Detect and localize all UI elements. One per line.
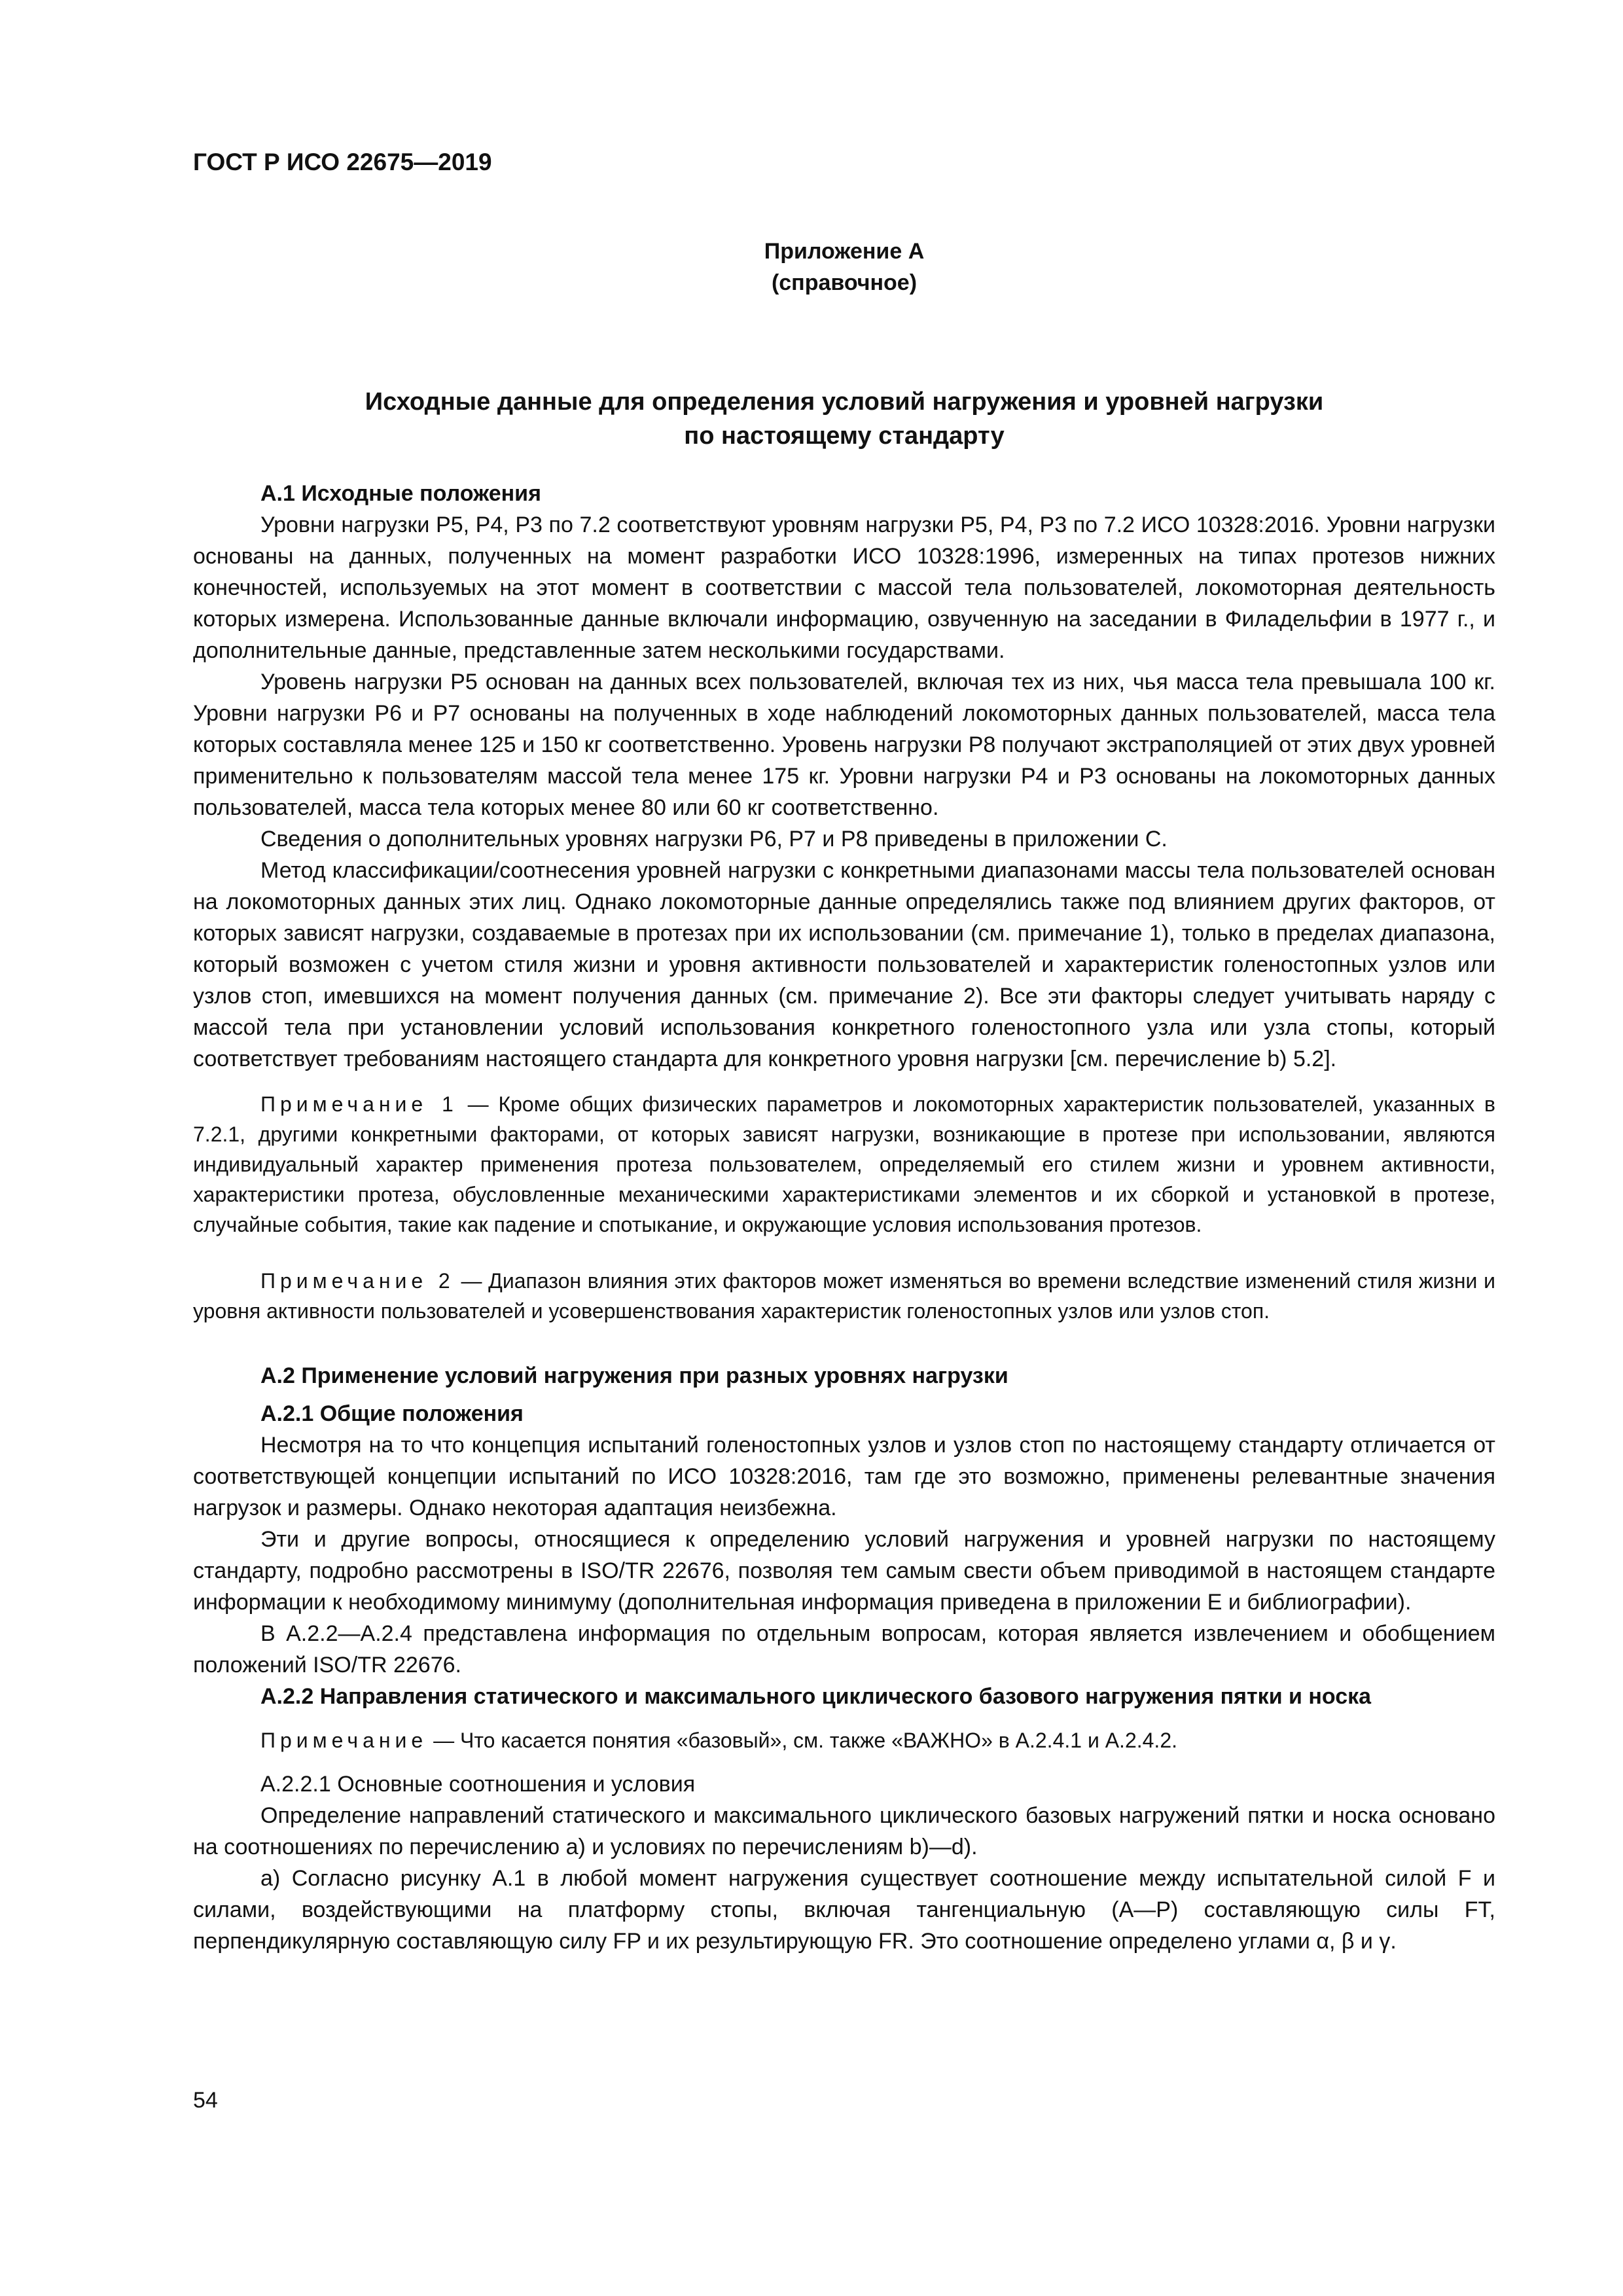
annex-type: (справочное)	[771, 270, 918, 295]
section-a2-heading: А.2 Применение условий нагружения при разных уровнях нагрузки	[260, 1363, 1008, 1388]
paragraph: Уровень нагрузки P5 основан на данных всех пользователей, включая тех из них, чья масса тела превышала 100 кг. Уровни нагрузки P6 и P7 основаны на полученных в ходе наблюдений локомоторных данных пользователей, масса тела которых составляла менее 125 и 150 кг соответственно. Уровень нагрузки P8 получают экстраполяцией от этих двух уровней применительно к пользователям массой тела менее 175 кг. Уровни нагрузки P4 и P3 основаны на локомоторных данных пользователей, масса тела которых менее 80 или 60 кг соответственно.	[193, 670, 1495, 820]
section-a21-heading: А.2.1 Общие положения	[260, 1401, 524, 1426]
annex-title-line-1: Исходные данные для определения условий нагружения и уровней нагрузки	[365, 388, 1324, 416]
paragraph: В А.2.2—А.2.4 представлена информация по отдельным вопросам, которая является извлечением и обобщением положений ISO/TR 22676.	[193, 1621, 1495, 1677]
annex-title	[193, 385, 1495, 453]
paragraph: Определение направлений статического и максимального циклического базовых нагружений пятки и носка основано на соотношениях по перечислению а) и условиях по перечислениям b)—d).	[193, 1803, 1495, 1859]
document-page	[193, 145, 1495, 1957]
note-label: Примечание 2	[260, 1269, 455, 1293]
note-label: Примечание 1	[260, 1092, 458, 1116]
document-id: ГОСТ Р ИСО 22675—2019	[193, 149, 492, 175]
note-1	[193, 1089, 1495, 1240]
note-text: — Кроме общих физических параметров и локомоторных характеристик пользователей, указанных в 7.2.1, другими конкретными факторами, от которых зависят нагрузки, возникающие в протезе при использовании, являются индивидуальный характер применения протеза пользователем, определяемый его стилем жизни и уровнем активности, характеристики протеза, обусловленные механическими характеристиками элементов и их сборкой и установкой в протезе, случайные события, такие как падение и спотыкание, и окружающие условия использования протезов.	[193, 1092, 1496, 1236]
note-label: Примечание	[260, 1729, 428, 1752]
paragraph: Несмотря на то что концепция испытаний голеностопных узлов и узлов стоп по настоящему стандарту отличается от соответствующей концепции испытаний по ИСО 10328:2016, там где это возможно, применены релевантные значения нагрузок и размеры. Однако некоторая адаптация неизбежна.	[193, 1433, 1495, 1520]
page-number: 54	[193, 2088, 218, 2113]
note	[193, 1725, 1495, 1755]
paragraph: Метод классификации/соотнесения уровней нагрузки с конкретными диапазонами массы тела пользователей основан на локомоторных данных этих лиц. Однако локомоторные данные определялись также под влиянием других факторов, от которых зависят нагрузки, создаваемые в протезах при их использовании (см. примечание 1), только в пределах диапазона, который возможен с учетом стиля жизни и уровня активности пользователей и характеристик голеностопных узлов или узлов стоп, имевшихся на момент получения данных (см. примечание 2). Все эти факторы следует учитывать наряду с массой тела при установлении условий использования конкретного голеностопного узла или узла стопы, который соответствует требованиям настоящего стандарта для конкретного уровня нагрузки [см. перечисление b) 5.2].	[193, 858, 1495, 1071]
section-a221-heading: А.2.2.1 Основные соотношения и условия	[260, 1772, 696, 1797]
annex-header	[193, 236, 1495, 298]
note-text: — Диапазон влияния этих факторов может изменяться во времени вследствие изменений стиля жизни и уровня активности пользователей и усовершенствования характеристик голеностопных узлов или узлов стоп.	[193, 1269, 1496, 1323]
paragraph: Эти и другие вопросы, относящиеся к определению условий нагружения и уровней нагрузки по настоящему стандарту, подробно рассмотрены в ISO/TR 22676, позволяя тем самым свести объем приводимой в настоящем стандарте информации к необходимому минимуму (дополнительная информация приведена в приложении Е и библиографии).	[193, 1527, 1495, 1615]
annex-title-line-2: по настоящему стандарту	[684, 422, 1005, 450]
note-text: — Что касается понятия «базовый», см. также «ВАЖНО» в А.2.4.1 и А.2.4.2.	[427, 1729, 1177, 1752]
paragraph: а) Согласно рисунку А.1 в любой момент нагружения существует соотношение между испытательной силой F и силами, воздействующими на платформу стопы, включая тангенциальную (A—P) составляющую силы FT, перпендикулярную составляющую силу FP и их результирующую FR. Это соотношение определено углами α, β и γ.	[193, 1866, 1495, 1954]
section-a1-heading: А.1 Исходные положения	[260, 481, 541, 506]
paragraph: Уровни нагрузки P5, P4, P3 по 7.2 соответствуют уровням нагрузки P5, P4, P3 по 7.2 ИСО 10328:2016. Уровни нагрузки основаны на данных, полученных на момент разработки ИСО 10328:1996, измеренных на типах протезов нижних конечностей, используемых на этот момент в соответствии с массой тела пользователей, локомоторная деятельность которых измерена. Использованные данные включали информацию, озвученную на заседании в Филадельфии в 1977 г., и дополнительные данные, представленные затем несколькими государствами.	[193, 512, 1495, 663]
note-2	[193, 1266, 1495, 1326]
section-a22-heading: А.2.2 Направления статического и максимального циклического базового нагружения пятки и носка	[260, 1684, 1372, 1709]
annex-label: Приложение А	[764, 239, 925, 264]
paragraph: Сведения о дополнительных уровнях нагрузки P6, P7 и P8 приведены в приложении С.	[260, 827, 1168, 852]
